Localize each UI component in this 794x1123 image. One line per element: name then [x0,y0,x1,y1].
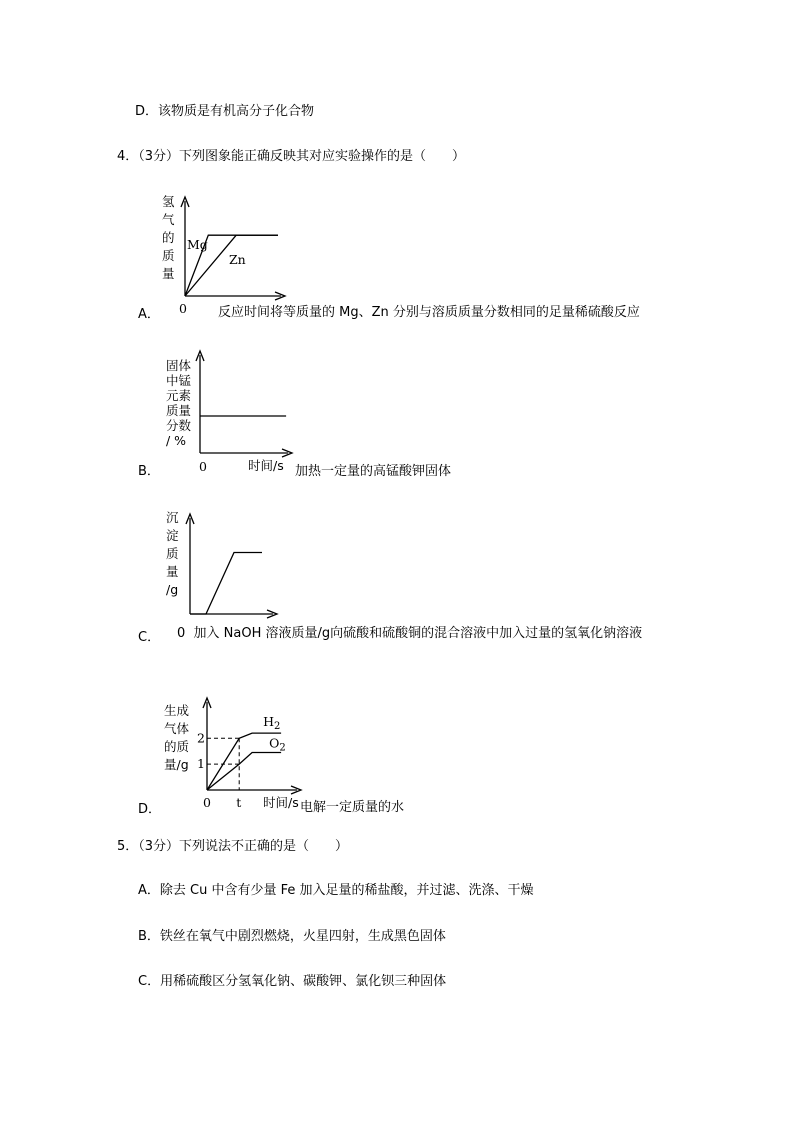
chart-a-ylabel [162,194,175,281]
chart-b-ylabel-line: 分数 [166,418,192,433]
chart-a-ylabel-line: 的 [162,230,175,245]
option-c-description: 向硫酸和硫酸铜的混合溶液中加入过量的氢氧化钠溶液 [330,626,643,641]
question-5-stem: 5．（3分）下列说法不正确的是（ ） [117,839,349,854]
chart-b-xlabel: 时间/s [248,458,284,473]
question-4-stem: 4．（3分）下列图象能正确反映其对应实验操作的是（ ） [117,149,466,164]
chart-b-ylabel-line: 中锰 [166,373,192,388]
chart-c-ylabel-line: 量 [166,564,179,579]
chart-d-series-label-h: $H_2$ [263,714,281,733]
chart-d-ylabel-line: 的质 [164,739,190,754]
option-d-description: 电解一定质量的水 [300,800,405,815]
prev-question-option-d: D．该物质是有机高分子化合物 [135,104,315,119]
chart-c-ylabel-line: 淀 [166,528,179,543]
option-a-text [218,305,640,321]
chart-c-ylabel-line: 质 [166,546,179,561]
chart-d-ylabel-line: 气体 [164,721,190,736]
question-5-option-b: B．铁丝在氧气中剧烈燃烧，火星四射，生成黑色固体 [138,929,446,944]
chart-b-ylabel-line: 元素 [166,388,192,403]
option-c-text [177,626,642,642]
chart-b-origin: 0 [199,459,207,474]
option-d-letter: D． [138,802,162,817]
chart-a-label-mg: Mg [187,237,208,252]
chart-b-ylabel [166,358,192,448]
chart-d-ylabel-line: 生成 [164,703,190,718]
chart-b [160,345,340,475]
chart-d-ylabel-line: 量/g [164,757,189,772]
option-a-description: 将等质量的 Mg、Zn 分别与溶质质量分数相同的足量稀硫酸反应 [270,305,640,320]
chart-d-ylabel [164,703,190,772]
chart-a-origin: 0 [179,301,187,316]
chart-c-xlabel: 加入 NaOH 溶液质量/g [193,626,331,641]
chart-d-xtick-label: t [236,795,242,810]
chart-c-ylabel-line: /g [166,582,179,597]
chart-a-label-zn: Zn [229,252,246,267]
chart-c-origin: 0 [177,626,186,641]
question-5-option-a: A．除去 Cu 中含有少量 Fe 加入足量的稀盐酸，并过滤、洗涤、干燥 [138,883,534,898]
chart-a-ylabel-line: 气 [162,212,175,227]
option-b-letter: B． [138,464,160,479]
chart-a [158,190,328,320]
question-5-option-c: C．用稀硫酸区分氢氧化钠、碳酸钾、氯化钡三种固体 [138,974,447,989]
chart-d-series-label-o: $O_2$ [269,735,286,754]
chart-c-ylabel-line: 沉 [166,510,179,525]
chart-c-series [190,553,262,615]
option-c-letter: C． [138,630,161,645]
chart-b-ylabel-line: / % [166,433,187,448]
option-b-description: 加热一定量的高锰酸钾固体 [295,464,452,479]
chart-b-ylabel-line: 固体 [166,358,192,373]
chart-a-ylabel-line: 量 [162,266,175,281]
chart-d-ytick-label: 2 [197,730,205,746]
chart-b-ylabel-line: 质量 [166,403,192,418]
chart-d-origin: 0 [203,795,211,810]
option-a-letter: A． [138,307,160,322]
chart-a-ylabel-line: 氢 [162,194,175,209]
chart-c-ylabel [166,510,179,597]
chart-d-xlabel: 时间/s [263,795,299,810]
chart-c [160,505,340,637]
chart-a-ylabel-line: 质 [162,248,175,263]
chart-d-ytick-label: 1 [197,756,205,772]
chart-a-xlabel: 反应时间 [218,305,271,320]
